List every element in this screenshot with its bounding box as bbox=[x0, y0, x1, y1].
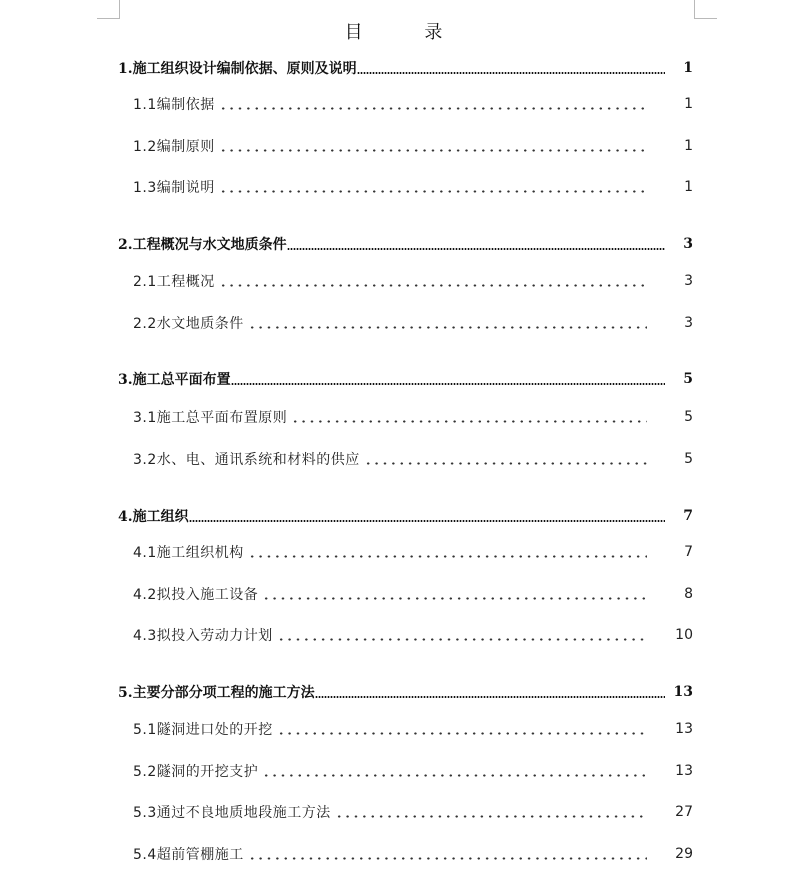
toc-entry-page: 13 bbox=[675, 721, 693, 737]
toc-entry[interactable] bbox=[0, 447, 787, 471]
toc-leader bbox=[360, 447, 665, 471]
toc-leader bbox=[331, 800, 665, 824]
toc-entry-page: 5 bbox=[684, 451, 693, 467]
toc-entry-label: 1.3编制说明 bbox=[133, 180, 215, 196]
toc-leader bbox=[244, 311, 665, 335]
toc-leader bbox=[273, 717, 665, 741]
toc-entry[interactable] bbox=[0, 134, 787, 158]
toc-entry-page: 3 bbox=[683, 236, 693, 252]
toc-entry-label: 1.1编制依据 bbox=[133, 97, 215, 113]
toc-leader bbox=[287, 405, 665, 429]
toc-entry[interactable] bbox=[0, 717, 787, 741]
toc-leader bbox=[215, 92, 665, 116]
toc-entry[interactable] bbox=[0, 800, 787, 824]
toc-leader bbox=[357, 56, 667, 80]
toc-leader bbox=[287, 232, 667, 256]
toc-leader bbox=[315, 680, 667, 704]
toc-entry[interactable] bbox=[0, 680, 787, 704]
toc-entry-label: 4.施工组织 bbox=[118, 509, 189, 525]
toc-entry-page: 7 bbox=[684, 544, 693, 560]
toc-entry-page: 1 bbox=[684, 138, 693, 154]
page-corner-mark-left bbox=[97, 0, 120, 19]
toc-entry-page: 5 bbox=[684, 409, 693, 425]
toc-leader bbox=[231, 367, 667, 391]
toc-entry[interactable] bbox=[0, 842, 787, 866]
toc-entry[interactable] bbox=[0, 759, 787, 783]
toc-entry-label: 5.2隧洞的开挖支护 bbox=[133, 764, 259, 780]
toc-entry-label: 1.2编制原则 bbox=[133, 139, 215, 155]
toc-leader bbox=[189, 504, 667, 528]
toc-leader bbox=[215, 269, 665, 293]
toc-leader bbox=[244, 540, 665, 564]
toc-entry[interactable] bbox=[0, 504, 787, 528]
toc-entry-label: 5.4超前管棚施工 bbox=[133, 847, 244, 863]
toc-entry-page: 1 bbox=[684, 96, 693, 112]
toc-leader bbox=[244, 842, 665, 866]
toc-entry[interactable] bbox=[0, 311, 787, 335]
toc-entry-label: 3.2水、电、通讯系统和材料的供应 bbox=[133, 452, 360, 468]
toc-entry[interactable] bbox=[0, 175, 787, 199]
toc-entry-page: 1 bbox=[684, 179, 693, 195]
toc-entry[interactable] bbox=[0, 56, 787, 80]
toc-entry-label: 4.2拟投入施工设备 bbox=[133, 587, 259, 603]
toc-entry[interactable] bbox=[0, 623, 787, 647]
toc-entry-page: 1 bbox=[683, 60, 693, 76]
toc-entry-label: 5.主要分部分项工程的施工方法 bbox=[118, 685, 315, 701]
toc-entry[interactable] bbox=[0, 582, 787, 606]
toc-entry-page: 3 bbox=[684, 273, 693, 289]
toc-entry-label: 2.2水文地质条件 bbox=[133, 316, 244, 332]
toc-leader bbox=[258, 759, 665, 783]
toc-entry-label: 3.施工总平面布置 bbox=[118, 372, 231, 388]
toc-entry[interactable] bbox=[0, 269, 787, 293]
toc-entry-label: 3.1施工总平面布置原则 bbox=[133, 410, 288, 426]
toc-entry[interactable] bbox=[0, 232, 787, 256]
toc-entry-label: 2.工程概况与水文地质条件 bbox=[118, 237, 287, 253]
toc-entry-label: 1.施工组织设计编制依据、原则及说明 bbox=[118, 61, 357, 77]
toc-entry-page: 27 bbox=[675, 804, 693, 820]
toc-entry-page: 13 bbox=[675, 763, 693, 779]
toc-leader bbox=[273, 623, 665, 647]
toc-entry[interactable] bbox=[0, 92, 787, 116]
toc-entry-label: 4.3拟投入劳动力计划 bbox=[133, 628, 273, 644]
toc-leader bbox=[215, 134, 665, 158]
toc-entry-page: 8 bbox=[684, 586, 693, 602]
toc-entry-page: 7 bbox=[683, 508, 693, 524]
toc-title: 目 录 bbox=[344, 22, 471, 43]
toc-entry-page: 5 bbox=[683, 371, 693, 387]
toc-leader bbox=[215, 175, 665, 199]
toc-entry-page: 10 bbox=[675, 627, 693, 643]
toc-entry[interactable] bbox=[0, 405, 787, 429]
toc-entry-page: 29 bbox=[675, 846, 693, 862]
page-corner-mark-right bbox=[694, 0, 717, 19]
toc-entry[interactable] bbox=[0, 367, 787, 391]
toc-entry-page: 3 bbox=[684, 315, 693, 331]
toc-entry[interactable] bbox=[0, 540, 787, 564]
toc-entry-page: 13 bbox=[673, 684, 693, 700]
toc-entry-label: 5.1隧洞进口处的开挖 bbox=[133, 722, 273, 738]
toc-leader bbox=[258, 582, 665, 606]
toc-entry-label: 4.1施工组织机构 bbox=[133, 545, 244, 561]
toc-entry-label: 2.1工程概况 bbox=[133, 274, 215, 290]
toc-entry-label: 5.3通过不良地质地段施工方法 bbox=[133, 805, 331, 821]
